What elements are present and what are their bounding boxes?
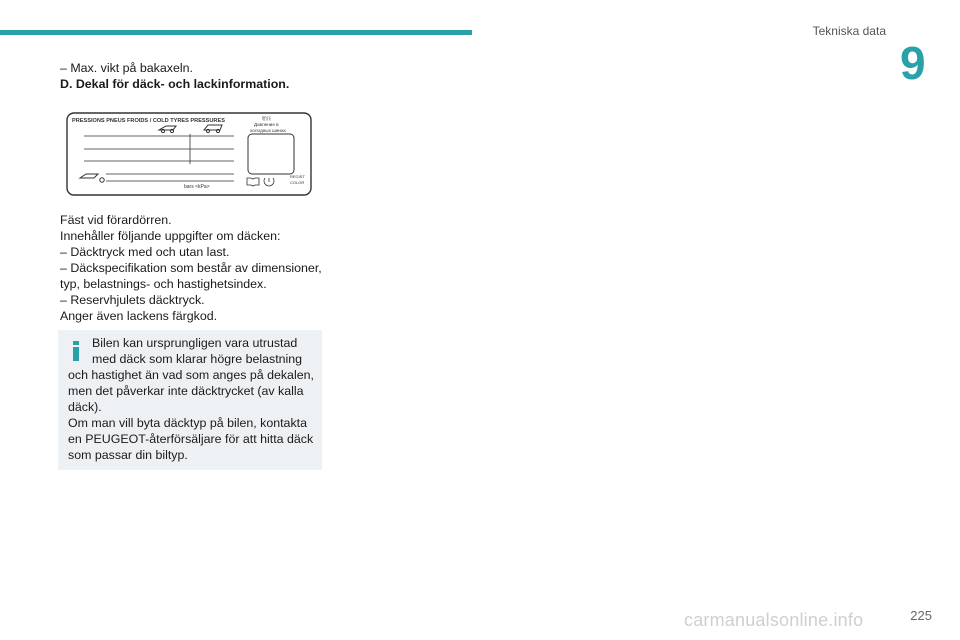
note-line: Om man vill byta däcktyp på bilen, kontakta (68, 416, 307, 430)
description-line: – Däcktryck med och utan last. (60, 245, 230, 259)
watermark: carmanualsonline.info (684, 610, 864, 630)
description-line: typ, belastnings- och hastighetsindex. (60, 277, 267, 291)
page-number: 225 (910, 608, 932, 623)
label-title: PRESSIONS PNEUS FROIDS / COLD TYRES PRESSURES (72, 118, 225, 124)
note-line: men det påverkar inte däcktrycket (av kalla (68, 384, 304, 398)
header-accent-bar (0, 30, 472, 35)
note-line: en PEUGEOT-återförsäljare för att hitta däck (68, 432, 314, 446)
intro-block (60, 60, 322, 92)
description-line: Fäst vid förardörren. (60, 213, 172, 227)
chapter-number: 9 (900, 37, 926, 89)
label-cyr1: Дaвлeниe в (254, 122, 279, 127)
note-line: Bilen kan ursprungligen vara utrustad (92, 336, 298, 350)
label-cyr2: xoлoдныx шинax (250, 128, 286, 133)
description-line: – Reservhjulets däcktryck. (60, 293, 205, 307)
label-code: REGIST (290, 174, 305, 179)
intro-heading: D. Dekal för däck- och lackinformation. (60, 77, 290, 91)
description-line: Innehåller följande uppgifter om däcken: (60, 229, 281, 243)
note-line: med däck som klarar högre belastning (92, 352, 303, 366)
note-line: däck). (68, 400, 102, 414)
tyre-pressure-label-illustration (66, 112, 312, 196)
description-line: – Däckspecifikation som består av dimensioner, (60, 261, 322, 275)
label-code2: COLOR (290, 180, 305, 185)
note-line: som passar din biltyp. (68, 448, 188, 462)
description-line: Anger även lackens färgkod. (60, 309, 218, 323)
label-units: bars <kPa> (184, 184, 210, 190)
note-line: och hastighet än vad som anges på dekalen, (68, 368, 314, 382)
description-block (60, 212, 322, 324)
intro-line: – Max. vikt på bakaxeln. (60, 61, 193, 75)
info-note-text (68, 335, 318, 463)
info-note-box (58, 330, 322, 470)
label-zh: 胎压 (262, 117, 272, 122)
section-title: Tekniska data (812, 24, 886, 38)
